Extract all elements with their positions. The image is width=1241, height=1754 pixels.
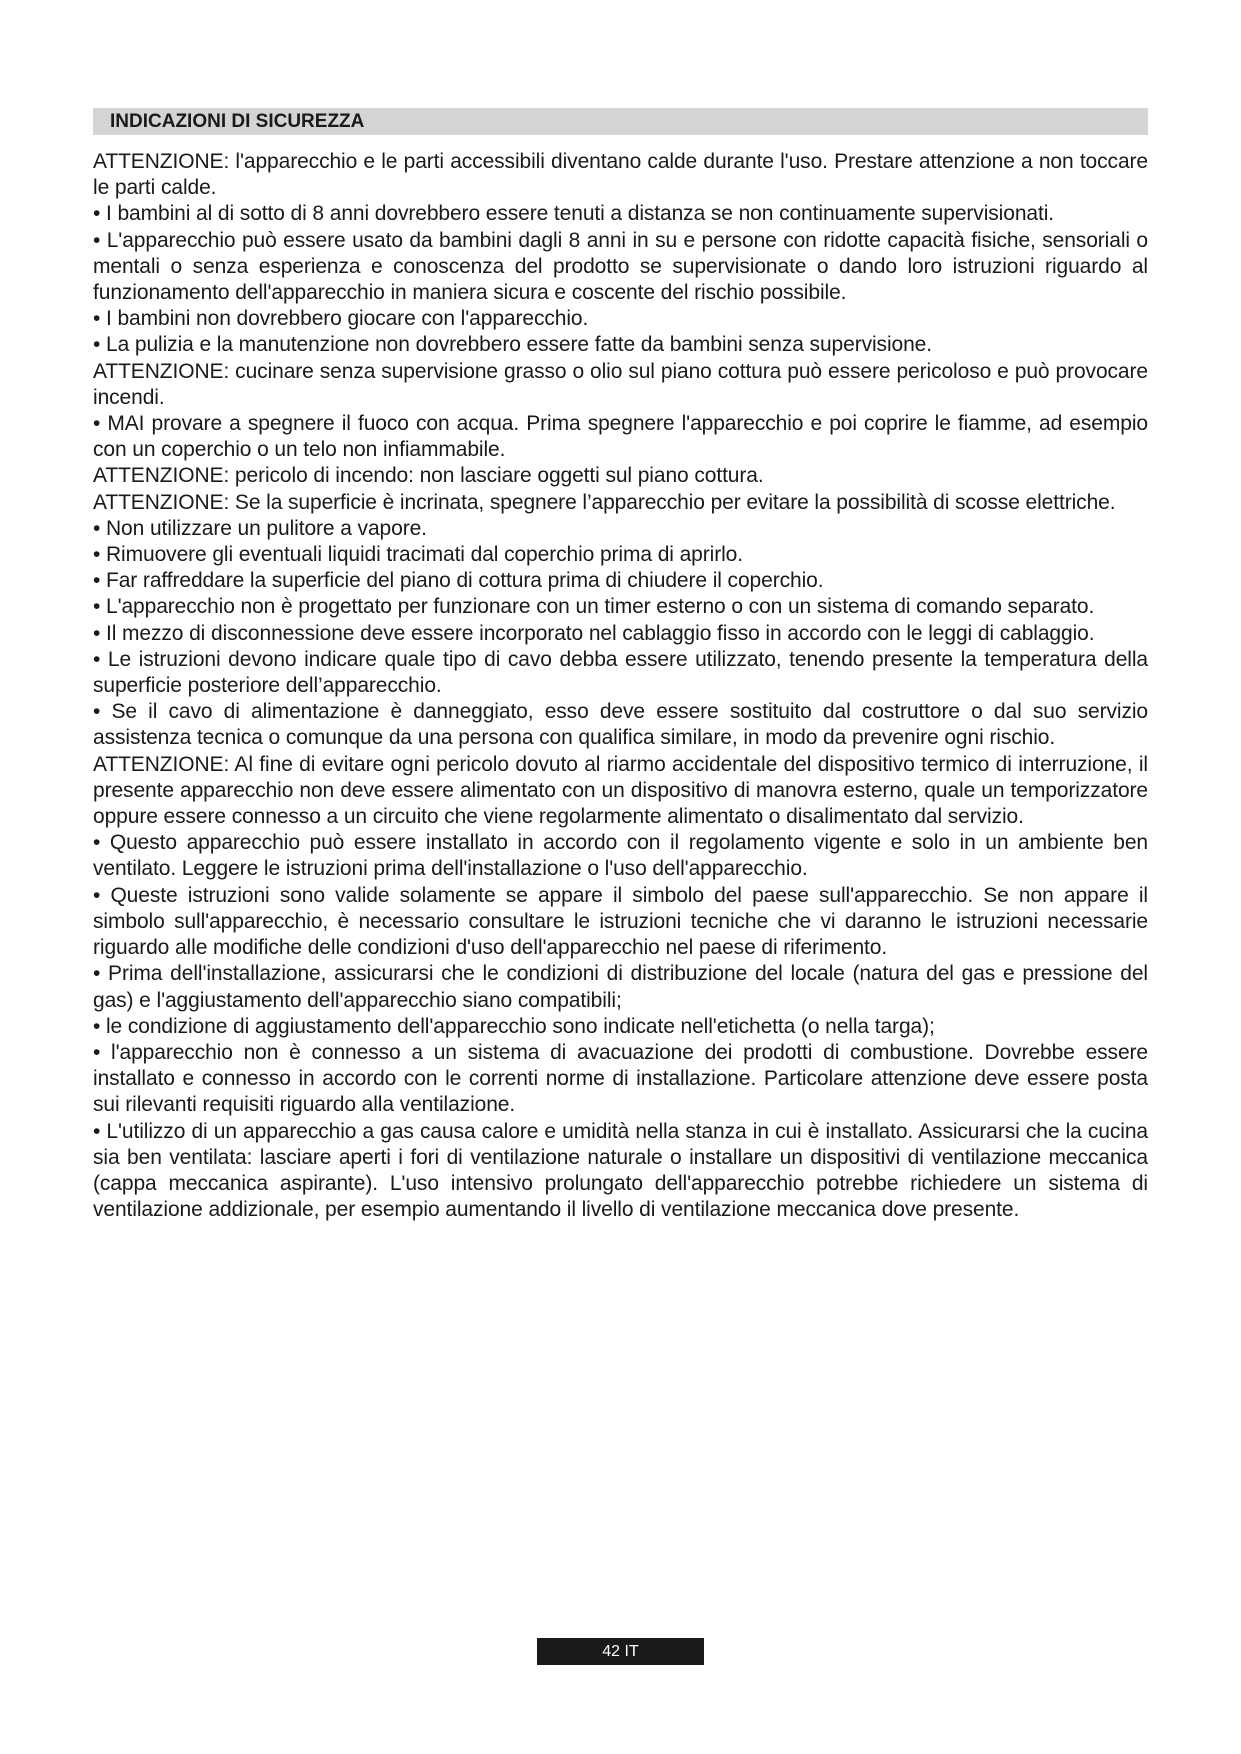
paragraph: ATTENZIONE: pericolo di incendo: non lasciare oggetti sul piano cottura. bbox=[93, 464, 764, 488]
page-number: 42 IT bbox=[537, 1638, 704, 1665]
paragraph: • La pulizia e la manutenzione non dovrebbero essere fatte da bambini senza supervisione. bbox=[93, 333, 932, 357]
section-title: INDICAZIONI DI SICUREZZA bbox=[93, 108, 1148, 135]
paragraph: • MAI provare a spegnere il fuoco con acqua. Prima spegnere l'apparecchio e poi coprire le fiamme, ad esempio con un coperchio o un telo non infiammabile. bbox=[93, 412, 1148, 462]
paragraph: • L'utilizzo di un apparecchio a gas causa calore e umidità nella stanza in cui è installato. Assicurarsi che la cucina sia ben ventilata: lasciare aperti i fori di ventilazione naturale o installare un dispositivi di ventilazione meccanica (cappa meccanica aspirante). L'uso intensivo prolungato dell'apparecchio potrebbe richiedere un sistema di ventilazione addizionale, per esempio aumentando il livello di ventilazione meccanica dove presente. bbox=[93, 1119, 1148, 1222]
paragraph: • Se il cavo di alimentazione è danneggiato, esso deve essere sostituito dal costruttore o dal suo servizio assistenza tecnica o comunque da una persona con qualifica similare, in modo da prevenire ogni rischio. bbox=[93, 700, 1148, 750]
paragraph: • I bambini al di sotto di 8 anni dovrebbero essere tenuti a distanza se non continuamente supervisionati. bbox=[93, 202, 1055, 226]
paragraph: • Queste istruzioni sono valide solamente se appare il simbolo del paese sull'apparecchio. Se non appare il simbolo sull'apparecchio, è necessario consultare le istruzioni tecniche che vi daranno le istruzioni necessarie riguardo alle modifiche delle condizioni d'uso dell'apparecchio nel paese di riferimento. bbox=[93, 883, 1148, 960]
paragraph: • L'apparecchio può essere usato da bambini dagli 8 anni in su e persone con ridotte capacità fisiche, sensoriali o mentali o senza esperienza e conoscenza del prodotto se supervisionate o dando loro istruzioni riguardo al funzionamento dell'apparecchio in maniera sicura e coscente del rischio possibile. bbox=[93, 228, 1148, 305]
paragraph: ATTENZIONE: Se la superficie è incrinata, spegnere l’apparecchio per evitare la possibilità di scosse elettriche. bbox=[93, 490, 1116, 514]
safety-instructions-body bbox=[93, 149, 1148, 1223]
paragraph: • le condizione di aggiustamento dell'apparecchio sono indicate nell'etichetta (o nella targa); bbox=[93, 1014, 935, 1038]
paragraph: ATTENZIONE: l'apparecchio e le parti accessibili diventano calde durante l'uso. Prestare attenzione a non toccare le parti calde. bbox=[93, 150, 1148, 200]
paragraph: ATTENZIONE: cucinare senza supervisione grasso o olio sul piano cottura può essere pericoloso e può provocare incendi. bbox=[93, 359, 1148, 409]
paragraph: • Le istruzioni devono indicare quale tipo di cavo debba essere utilizzato, tenendo presente la temperatura della superficie posteriore dell’apparecchio. bbox=[93, 647, 1148, 698]
paragraph: • Far raffreddare la superficie del piano di cottura prima di chiudere il coperchio. bbox=[93, 569, 824, 593]
paragraph: ATTENZIONE: Al fine di evitare ogni pericolo dovuto al riarmo accidentale del dispositivo termico di interruzione, il presente apparecchio non deve essere alimentato con un dispositivo di manovra esterno, quale un temporizzatore oppure essere connesso a un circuito che viene regolarmente alimentato o disalimentato dal servizio. bbox=[93, 752, 1148, 829]
paragraph: • Non utilizzare un pulitore a vapore. bbox=[93, 516, 427, 540]
paragraph: • Il mezzo di disconnessione deve essere incorporato nel cablaggio fisso in accordo con le leggi di cablaggio. bbox=[93, 621, 1095, 645]
paragraph: • I bambini non dovrebbero giocare con l'apparecchio. bbox=[93, 307, 589, 331]
paragraph: • Rimuovere gli eventuali liquidi tracimati dal coperchio prima di aprirlo. bbox=[93, 543, 743, 567]
paragraph: • Questo apparecchio può essere installato in accordo con il regolamento vigente e solo in un ambiente ben ventilato. Leggere le istruzioni prima dell'installazione o l'uso dell'apparecchio. bbox=[93, 831, 1148, 881]
paragraph: • l'apparecchio non è connesso a un sistema di avacuazione dei prodotti di combustione. Dovrebbe essere installato e connesso in accordo con le correnti norme di installazione. Particolare attenzione deve essere posta sui rilevanti requisiti riguardo alla ventilazione. bbox=[93, 1040, 1148, 1117]
paragraph: • Prima dell'installazione, assicurarsi che le condizioni di distribuzione del locale (natura del gas e pressione del gas) e l'aggiustamento dell'apparecchio siano compatibili; bbox=[93, 962, 1148, 1012]
paragraph: • L'apparecchio non è progettato per funzionare con un timer esterno o con un sistema di comando separato. bbox=[93, 595, 1095, 619]
